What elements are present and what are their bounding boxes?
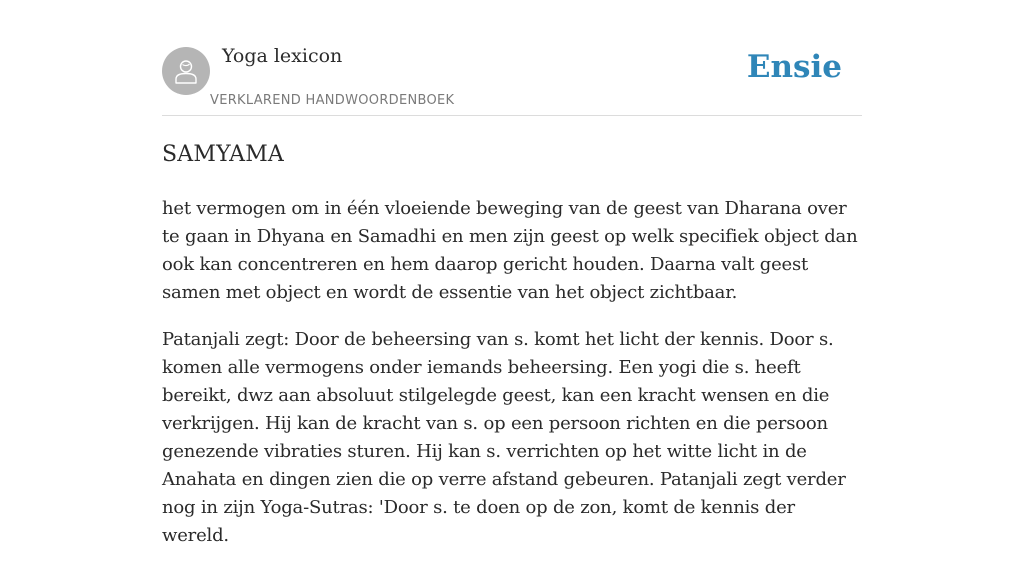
site-title[interactable]: Yoga lexicon [222,45,343,67]
site-header [162,0,862,116]
entry-paragraph-1: het vermogen om in één vloeiende beweging van de geest van Dharana over te gaan in Dhyana en Samadhi en men zijn geest op welk specifiek object dan ook kan concentreren en hem daarop gericht houden. Daarna valt geest samen met object en wordt de essentie van het object zichtbaar. [162,198,858,303]
entry-paragraph-2: Patanjali zegt: Door de beheersing van s. komt het licht der kennis. Door s. komen alle vermogens onder iemands beheersing. Een yogi die s. heeft bereikt, dwz aan absoluut stilgelegde geest, kan een kracht wensen en die verkrijgen. Hij kan de kracht van s. op een persoon richten en die persoon genezende vibraties sturen. Hij kan s. verrichten op het witte licht in de Anahata en dingen zien die op verre afstand gebeuren. Patanjali zegt verder nog in zijn Yoga-Sutras: 'Door s. te doen op de zon, komt de kennis der wereld. [162,329,846,546]
site-subtitle: VERKLAREND HANDWOORDENBOEK [210,93,455,108]
brand-logo[interactable]: Ensie [746,49,842,85]
entry [162,140,862,569]
user-icon [171,56,201,86]
avatar[interactable] [162,47,210,95]
entry-title: SAMYAMA [162,142,285,167]
